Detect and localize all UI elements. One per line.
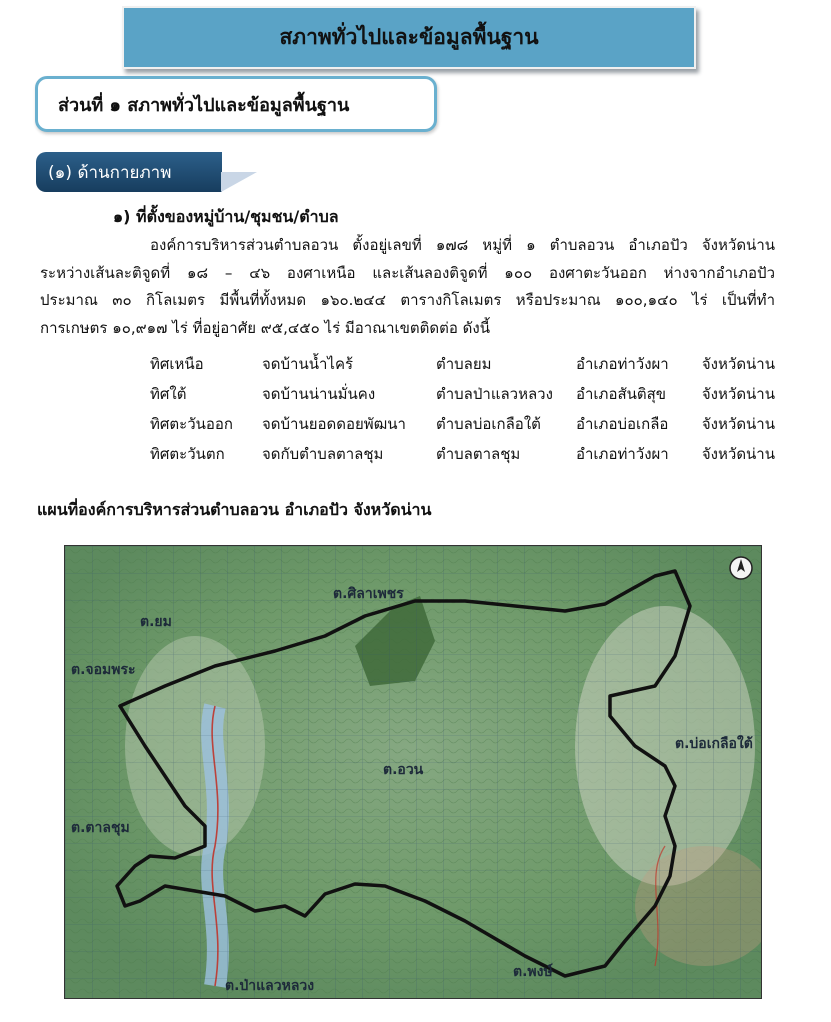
border-province: จังหวัดน่าน [701, 355, 775, 373]
map-label-center: ต.อวน [383, 762, 424, 778]
section-tab-tail [221, 172, 257, 192]
paragraph-line: การเกษตร ๑๐,๙๑๗ ไร่ ที่อยู่อาศัย ๙๕,๔๕๐ ไร่ มีอาณาเขตติดต่อ ดังนี้ [40, 318, 490, 337]
map-label-west: ต.ตาลชุม [71, 820, 130, 836]
border-adjacent: จดบ้านน้ำไคร้ [262, 355, 354, 373]
page-title-banner [122, 6, 696, 69]
border-district: อำเภอบ่อเกลือ [576, 415, 669, 433]
topographic-map [65, 546, 761, 998]
border-row [150, 349, 775, 379]
part-heading-box [35, 76, 437, 132]
border-adjacent: จดบ้านยอดดอยพัฒนา [262, 415, 406, 433]
border-adjacent: จดบ้านน่านมั่นคง [262, 385, 376, 403]
section-tab [36, 152, 222, 192]
paragraph-line: ระหว่างเส้นละติจูดที่ ๑๘ – ๔๖ องศาเหนือ และเส้นลองติจูดที่ ๑๐๐ องศาตะวันออก ห่างจากอำเภอปัว [40, 263, 775, 282]
map-label-northwest: ต.จอมพระ [71, 662, 136, 678]
map-caption: แผนที่องค์การบริหารส่วนตำบลอวน อำเภอปัว จังหวัดน่าน [37, 500, 432, 519]
subsection-heading: ๑) ที่ตั้งของหมู่บ้าน/ชุมชน/ตำบล [113, 207, 339, 226]
part-heading: ส่วนที่ ๑ สภาพทั่วไปและข้อมูลพื้นฐาน [58, 94, 350, 116]
border-subdistrict: ตำบลป่าแลวหลวง [436, 385, 553, 403]
map-label-north: ต.ศิลาเพชร [333, 586, 404, 602]
border-province: จังหวัดน่าน [701, 415, 775, 433]
page-title: สภาพทั่วไปและข้อมูลพื้นฐาน [279, 25, 539, 49]
border-row [150, 409, 775, 439]
map-label-east: ต.บ่อเกลือใต้ [675, 736, 753, 752]
location-paragraph [40, 232, 775, 342]
border-subdistrict: ตำบลยม [436, 355, 492, 373]
border-direction: ทิศเหนือ [150, 355, 204, 373]
border-adjacent: จดกับตำบลตาลชุม [262, 445, 384, 463]
map-image [64, 545, 762, 999]
map-label-southeast: ต.พงษ์ [513, 964, 553, 980]
border-district: อำเภอท่าวังผา [576, 355, 669, 373]
border-province: จังหวัดน่าน [701, 445, 775, 463]
border-district: อำเภอสันติสุข [576, 385, 667, 403]
border-row [150, 379, 775, 409]
border-direction: ทิศใต้ [150, 385, 187, 403]
border-direction: ทิศตะวันตก [150, 445, 225, 463]
section-heading: (๑) ด้านกายภาพ [48, 162, 172, 183]
map-label-yom: ต.ยม [140, 614, 172, 630]
paragraph-line: ประมาณ ๓๐ กิโลเมตร มีพื้นที่ทั้งหมด ๑๖๐.๒๔๔ ตารางกิโลเมตร หรือประมาณ ๑๐๐,๑๔๐ ไร่ เป็นที่ทำ [40, 291, 775, 309]
border-direction: ทิศตะวันออก [150, 415, 233, 433]
borders-table [150, 349, 775, 469]
border-subdistrict: ตำบลตาลชุม [436, 445, 521, 463]
border-district: อำเภอท่าวังผา [576, 445, 669, 463]
north-arrow-icon [730, 557, 752, 579]
border-province: จังหวัดน่าน [701, 385, 775, 403]
border-row [150, 439, 775, 469]
paragraph-line: องค์การบริหารส่วนตำบลอวน ตั้งอยู่เลขที่ ๑๗๘ หมู่ที่ ๑ ตำบลอวน อำเภอปัว จังหวัดน่าน [150, 236, 775, 254]
border-subdistrict: ตำบลบ่อเกลือใต้ [436, 415, 541, 433]
map-label-south: ต.ป่าแลวหลวง [225, 978, 315, 994]
